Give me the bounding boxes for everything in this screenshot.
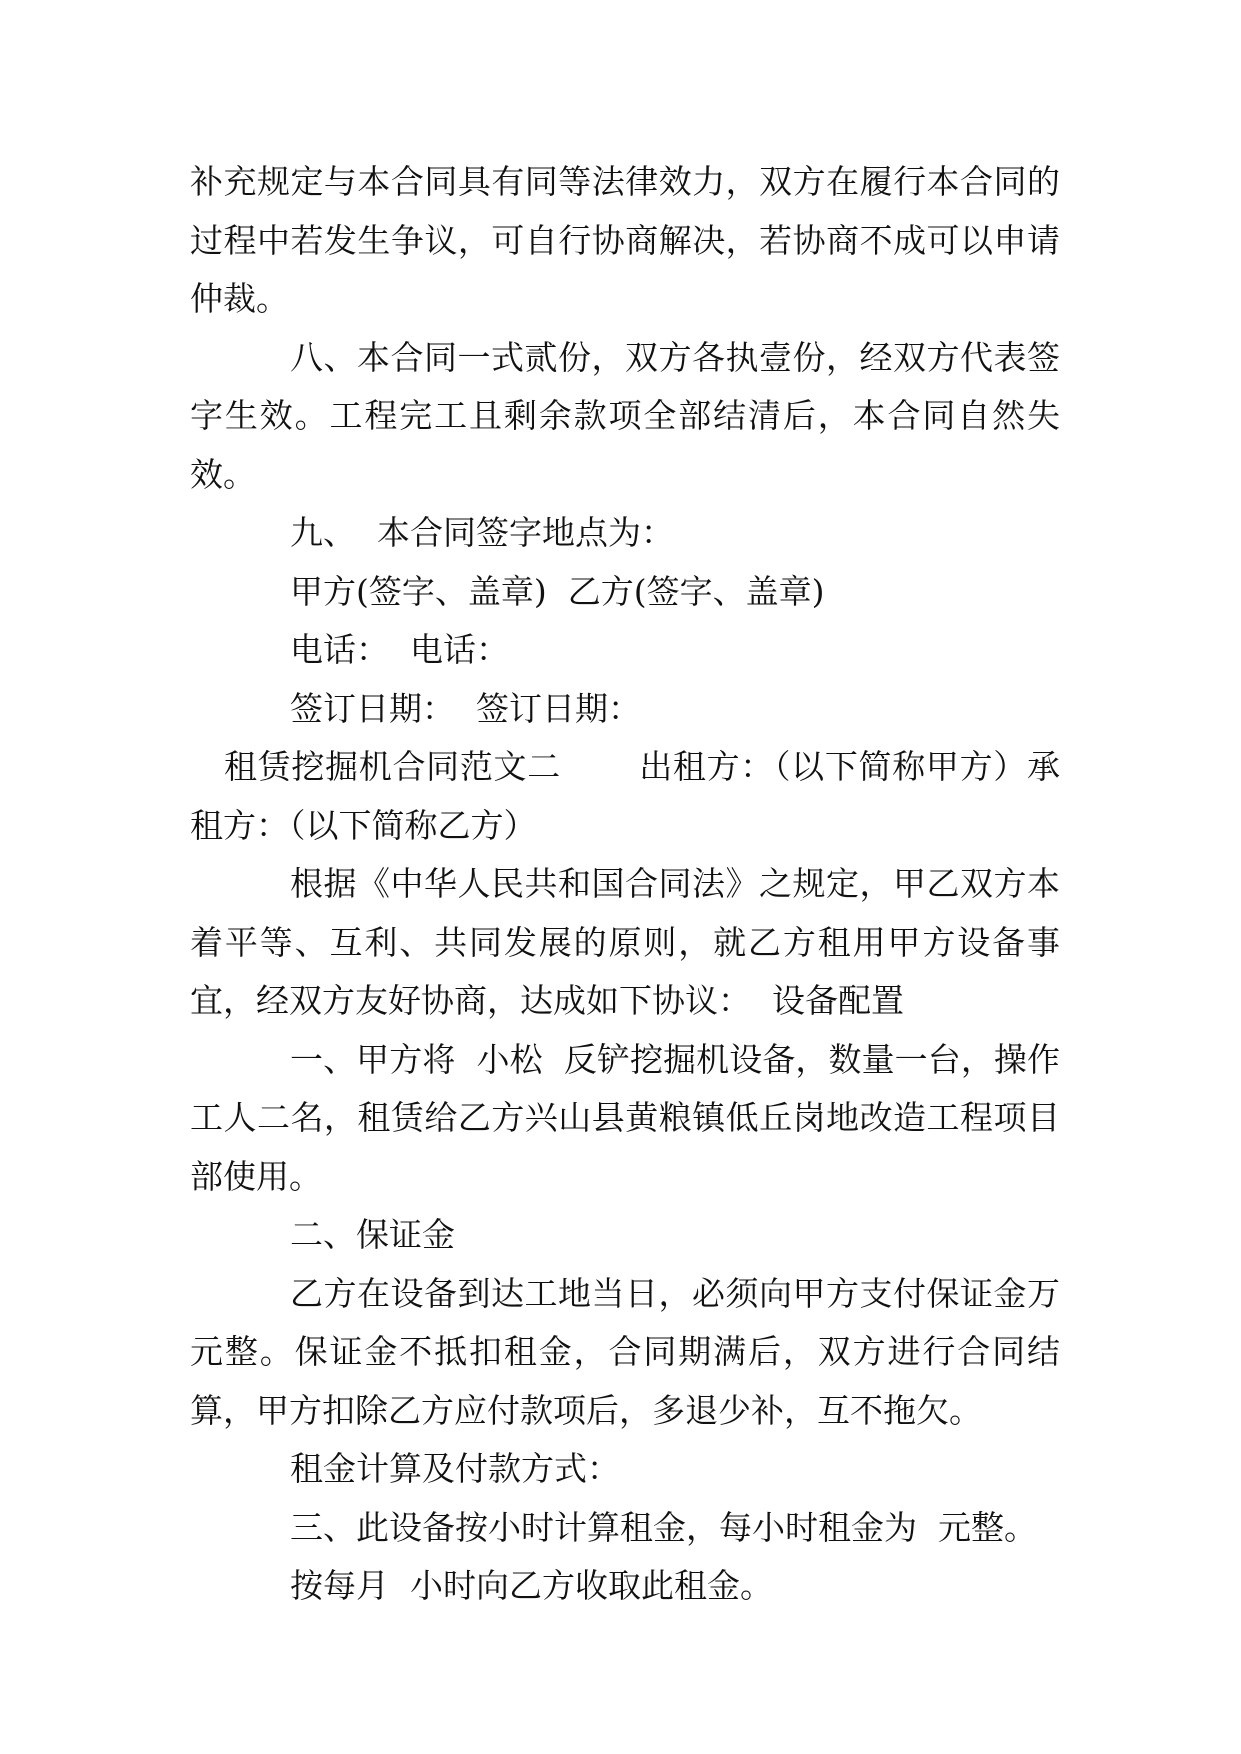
paragraph-clause-one: 一、甲方将 小松 反铲挖掘机设备，数量一台，操作工人二名，租赁给乙方兴山县黄粮镇低丘岗地改造工程项目部使用。 [190, 1039, 1060, 1196]
signature-line: 甲方(签字、盖章) 乙方(签字、盖章) [290, 571, 825, 611]
document-body [190, 153, 1060, 1616]
paragraph-clause-nine: 九、 本合同签字地点为： [290, 513, 674, 552]
paragraph-supplementary-provisions: 补充规定与本合同具有同等法律效力，双方在履行本合同的过程中若发生争议，可自行协商解决，若协商不成可以申请仲裁。 [190, 162, 1060, 318]
paragraph-deposit: 乙方在设备到达工地当日，必须向甲方支付保证金万元整。保证金不抵扣租金，合同期满后，双方进行合同结算，甲方扣除乙方应付款项后，多退少补，互不拖欠。 [190, 1273, 1060, 1430]
paragraph-preamble: 根据《中华人民共和国合同法》之规定，甲乙双方本着平等、互利、共同发展的原则，就乙方租用甲方设备事宜，经双方友好协商，达成如下协议： 设备配置 [190, 864, 1060, 1020]
paragraph-clause-three: 三、此设备按小时计算租金，每小时租金为 元整。 [290, 1507, 1037, 1547]
heading-rent-payment: 租金计算及付款方式： [290, 1449, 620, 1488]
signing-date-line: 签订日期： 签订日期： [290, 688, 641, 728]
paragraph-monthly-rent: 按每月 小时向乙方收取此租金。 [290, 1566, 773, 1605]
phone-line: 电话： 电话： [290, 630, 509, 669]
paragraph-clause-eight: 八、本合同一式贰份，双方各执壹份，经双方代表签字生效。工程完工且剩余款项全部结清后，本合同自然失效。 [190, 337, 1060, 494]
second-contract-heading: 租赁挖掘机合同范文二 出租方：（以下简称甲方）承租方：（以下简称乙方） [190, 747, 1060, 845]
heading-deposit: 二、保证金 [290, 1215, 455, 1254]
